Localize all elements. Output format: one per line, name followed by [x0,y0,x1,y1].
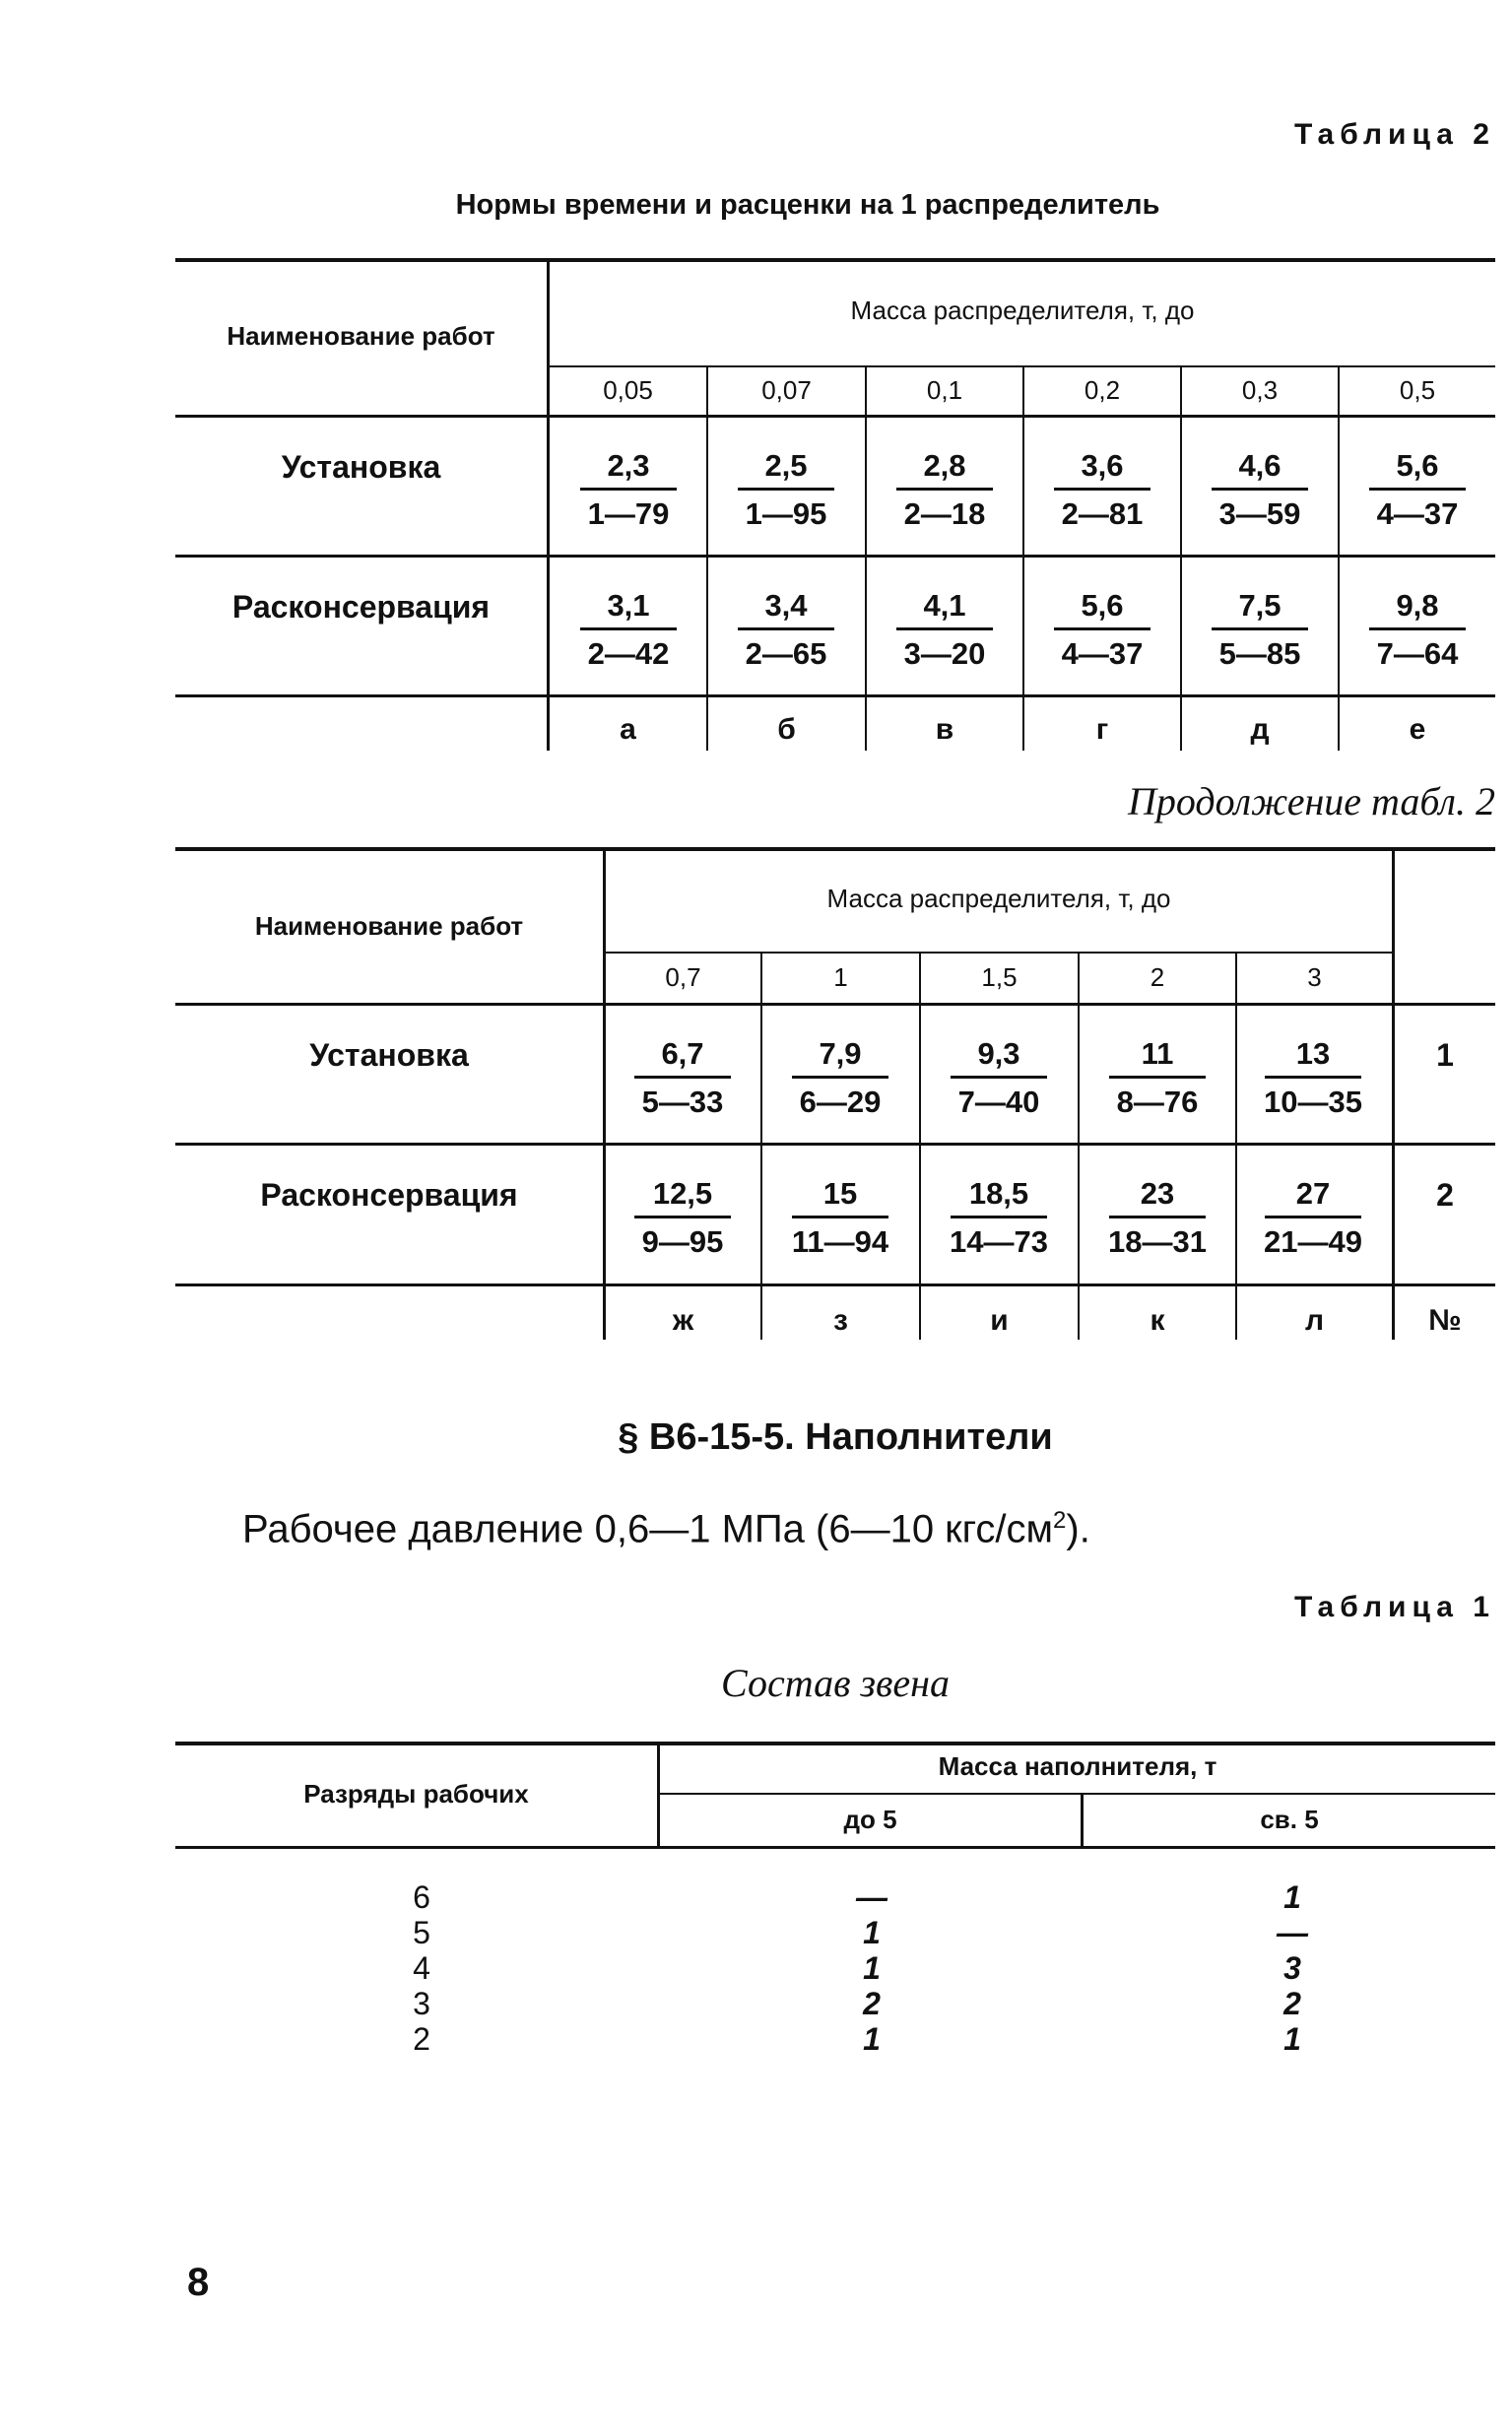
column-letter: д [1250,713,1270,746]
norm-rate-cell: 4,1 3—20 [890,588,999,672]
table-label: Таблица 1 [1293,1591,1495,1623]
row-label: Расконсервация [260,1177,518,1213]
mass-value: 1,5 [981,962,1018,992]
norm-rate-cell: 18,5 14—73 [950,1176,1048,1259]
norm-rate-cell: 2,5 1—95 [732,448,840,532]
crew-count: 1 [863,2021,881,2057]
crew-count: 1 [863,1950,881,1986]
norm-rate-cell: 2,8 2—18 [890,448,999,532]
norm-rate-cell: 11 8—76 [1103,1036,1212,1120]
mass-value: 0,5 [1399,375,1436,405]
rank-header: Разряды рабочих [303,1779,529,1809]
col-header-over-5: св. 5 [1260,1805,1319,1834]
norm-rate-cell: 2,3 1—79 [574,448,683,532]
mass-value: 0,07 [761,375,812,405]
norm-rate-cell: 7,9 6—29 [786,1036,894,1120]
crew-count: 2 [1283,1986,1301,2021]
col-header-up-to-5: до 5 [843,1805,897,1834]
mass-value: 0,1 [926,375,963,405]
crew-count: 1 [1283,1879,1301,1915]
mass-header: Масса распределителя, т, до [850,296,1195,325]
crew-count: — [1277,1915,1308,1950]
column-letter: е [1409,713,1426,746]
norm-rate-cell: 27 21—49 [1264,1176,1362,1259]
crew-count: 2 [863,1986,881,2021]
row-label: Установка [281,449,441,485]
table-label: Таблица 2 [1293,118,1495,151]
norm-rate-cell: 6,7 5—33 [628,1036,737,1120]
work-name-header: Наименование работ [227,321,495,351]
norm-rate-cell: 5,6 4—37 [1048,588,1156,672]
column-letter: г [1095,713,1109,746]
crew-count: — [856,1879,887,1915]
row-number: 1 [1436,1037,1454,1073]
row-number: 2 [1436,1177,1454,1213]
column-letter: к [1150,1304,1165,1337]
column-letter: л [1304,1304,1325,1337]
mass-value: 0,05 [603,375,653,405]
mass-header: Масса распределителя, т, до [826,884,1171,913]
rank-value: 6 [413,1879,430,1915]
column-letter: ж [672,1304,694,1337]
rank-value: 3 [413,1986,430,2021]
mass-value: 0,2 [1084,375,1121,405]
mass-value: 1 [833,962,848,992]
pressure-main: Рабочее давление 0,6—1 МПа (6—10 кгс/см [242,1507,1054,1551]
norm-rate-cell: 3,4 2—65 [732,588,840,672]
number-column-label: № [1428,1304,1462,1337]
rank-value: 5 [413,1915,430,1950]
column-letter: в [935,713,954,746]
norm-rate-cell: 5,6 4—37 [1363,448,1472,532]
mass-header: Масса наполнителя, т [938,1751,1217,1781]
norm-rate-cell: 9,8 7—64 [1363,588,1472,672]
crew-count: 3 [1283,1950,1301,1986]
norm-rate-cell: 15 11—94 [791,1176,889,1259]
column-letter: б [777,713,796,746]
mass-value: 3 [1307,962,1322,992]
pressure-end: ). [1066,1507,1090,1551]
column-letter: а [620,713,636,746]
norm-rate-cell: 3,1 2—42 [574,588,683,672]
crew-count: 1 [1283,2021,1301,2057]
column-letter: и [990,1304,1009,1337]
crew-count: 1 [863,1915,881,1950]
table-title: Состав звена [720,1661,950,1705]
norm-rate-cell: 4,6 3—59 [1206,448,1314,532]
continuation-label: Продолжение табл. 2 [1127,779,1495,823]
work-name-header: Наименование работ [254,911,524,941]
norm-rate-cell: 23 18—31 [1108,1176,1207,1259]
mass-value: 0,7 [665,962,701,992]
norm-rate-cell: 3,6 2—81 [1048,448,1156,532]
rank-value: 4 [413,1950,430,1986]
table-title: Нормы времени и расценки на 1 распределитель [455,189,1160,221]
section-heading: § В6-15-5. Наполнители [618,1416,1053,1458]
norm-rate-cell: 12,5 9—95 [628,1176,737,1260]
mass-value: 0,3 [1241,375,1279,405]
column-letter: з [833,1304,848,1337]
norm-rate-cell: 9,3 7—40 [945,1036,1053,1120]
norm-rate-cell: 13 10—35 [1264,1036,1362,1119]
norm-rate-cell: 7,5 5—85 [1206,588,1314,672]
pressure-superscript: 2 [1053,1507,1067,1534]
row-label: Расконсервация [231,589,491,625]
mass-value: 2 [1150,962,1165,992]
rank-value: 2 [413,2021,430,2057]
page-number: 8 [187,2261,210,2304]
row-label: Установка [309,1037,469,1073]
